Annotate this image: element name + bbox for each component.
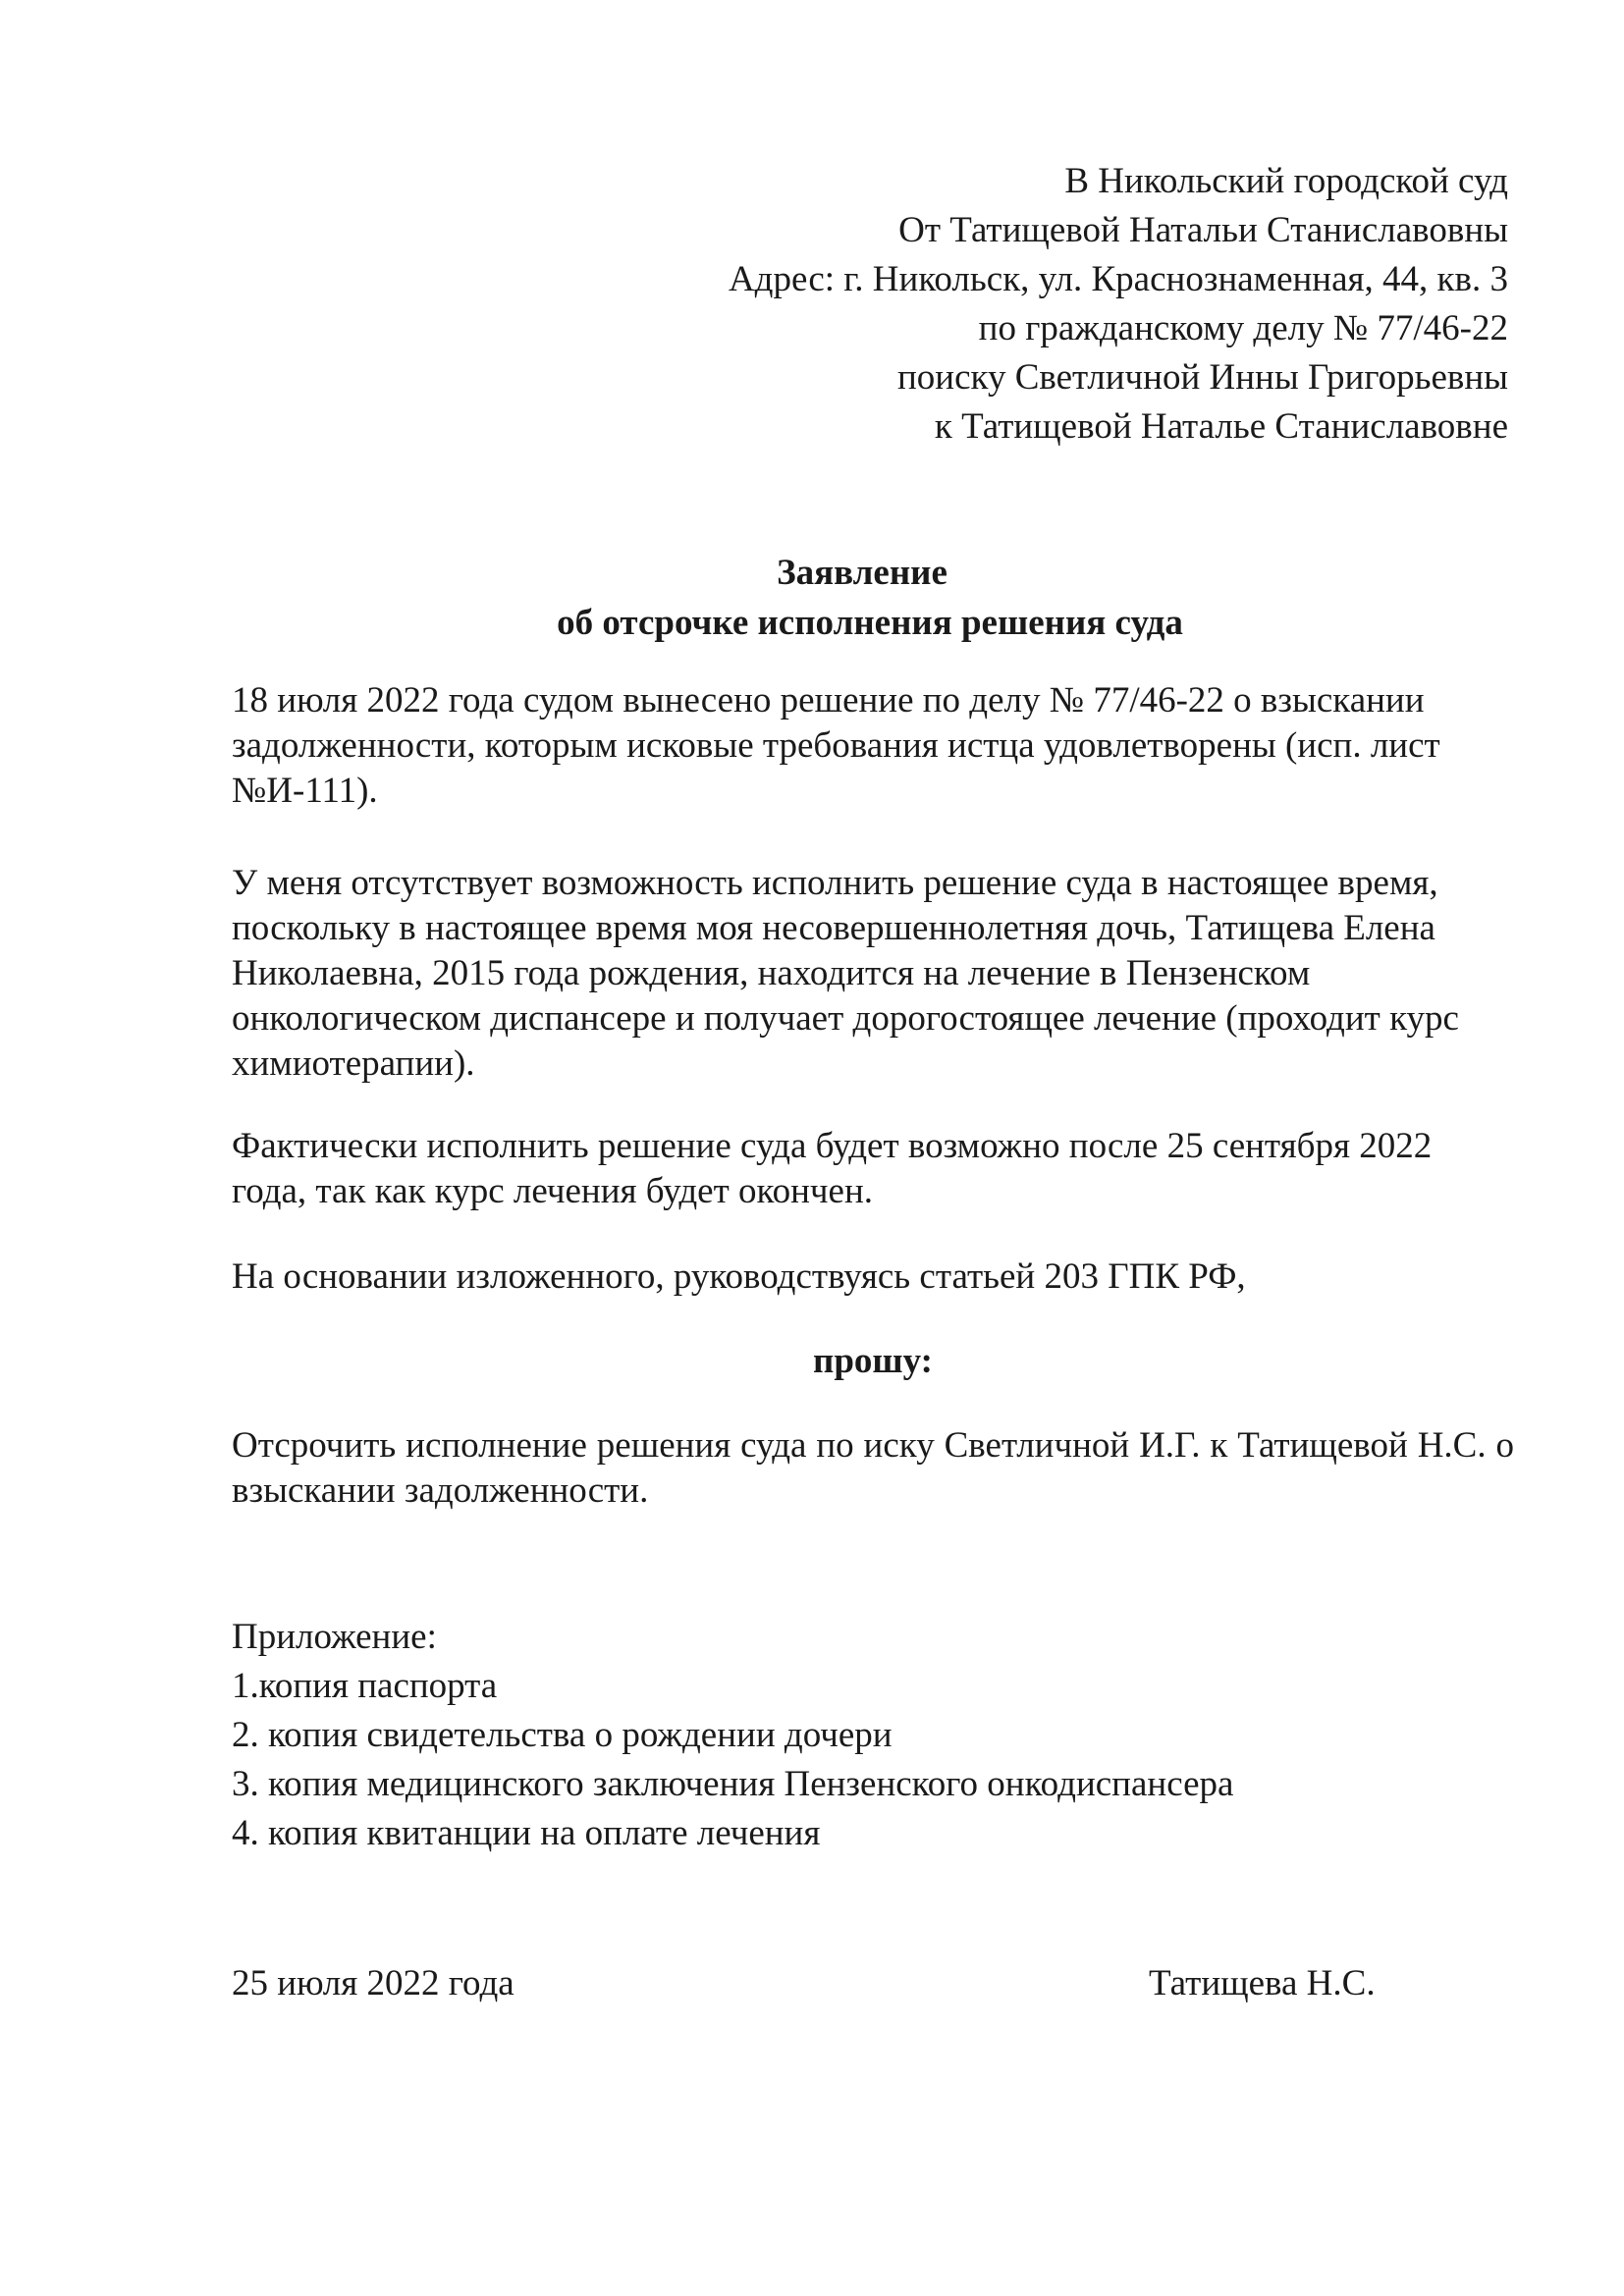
attachment-item: 3. копия медицинского заключения Пензенского онкодиспансера [232,1764,1234,1804]
paragraph-legal-basis: На основании изложенного, руководствуясь статьей 203 ГПК РФ, [232,1256,1246,1297]
attachments-heading: Приложение: [232,1617,437,1657]
header-from-line: От Татищевой Натальи Станиславовны [898,210,1508,250]
header-court-line: В Никольский городской суд [1064,161,1508,201]
title-line-1: Заявление [777,553,947,593]
document-title [0,548,1624,648]
signature-name: Татищева Н.С. [1149,1963,1376,2003]
header-case-line: по гражданскому делу № 77/46-22 [978,308,1508,348]
attachment-item: 2. копия свидетельства о рождении дочери [232,1715,893,1755]
attachments-list [232,1613,1233,1858]
paragraph-request: Отсрочить исполнение решения суда по иску Светличной И.Г. к Татищевой Н.С. о взыскании задолженности. [232,1425,1514,1511]
request-label: прошу: [813,1341,933,1381]
attachment-item: 1.копия паспорта [232,1666,498,1706]
header-plaintiff-line: поиску Светличной Инны Григорьевны [896,357,1508,398]
paragraph-reason: У меня отсутствует возможность исполнить решение суда в настоящее время, поскольку в настоящее время моя несовершеннолетняя дочь, Татищева Елена Николаевна, 2015 года рождения, находится на лечение в Пензенском онкологическом диспансере и получает дорогостоящее лечение (проходит курс химиотерапии). [232,863,1459,1084]
paragraph-decision: 18 июля 2022 года судом вынесено решение по делу № 77/46-22 о взыскании задолженности, которым исковые требования истца удовлетворены (исп. лист №И-111). [232,680,1440,811]
header-address-line: Адрес: г. Никольск, ул. Краснознаменная, 44, кв. 3 [728,259,1508,299]
attachment-item: 4. копия квитанции на оплате лечения [232,1813,821,1853]
addressee-block [729,157,1508,452]
title-line-2: об отсрочке исполнения решения суда [557,603,1183,643]
signature-date: 25 июля 2022 года [232,1963,514,2003]
paragraph-timing: Фактически исполнить решение суда будет возможно после 25 сентября 2022 года, так как курс лечения будет окончен. [232,1126,1433,1211]
request-heading [0,1339,1624,1384]
header-defendant-line: к Татищевой Наталье Станиславовне [934,406,1508,447]
